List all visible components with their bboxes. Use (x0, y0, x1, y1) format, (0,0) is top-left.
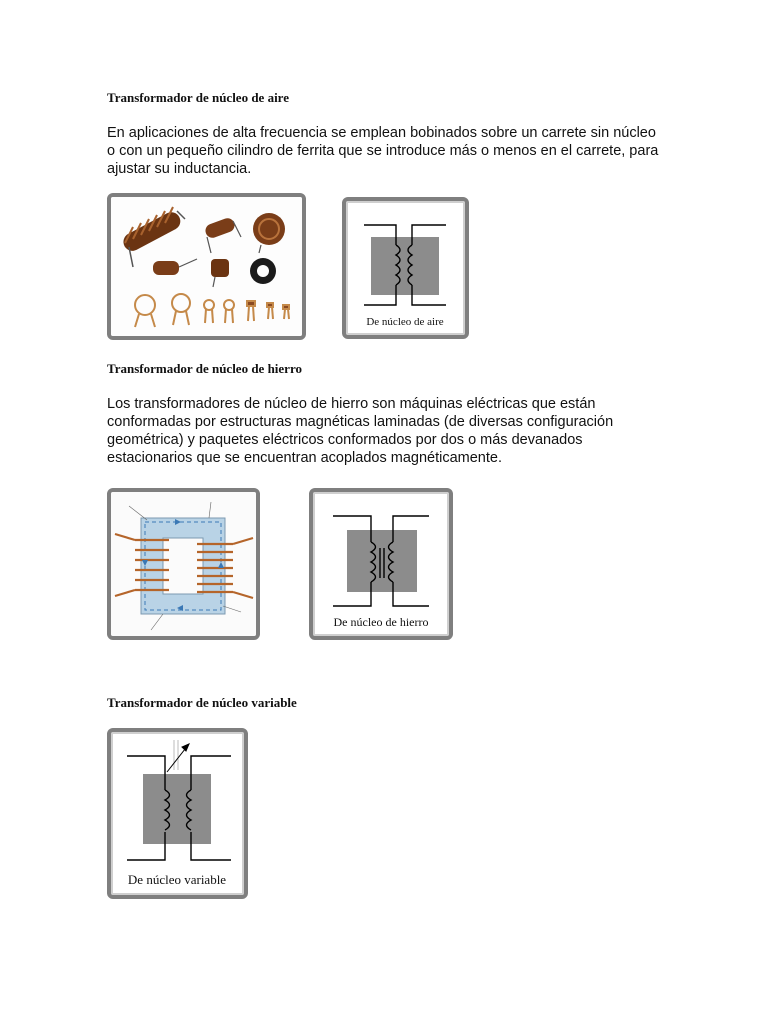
diagram-air-core (342, 197, 469, 339)
core-block (143, 774, 211, 844)
paragraph-air-core: En aplicaciones de alta frecuencia se emplean bobinados sobre un carrete sin núcleo o con un pequeño cilindro de ferrita que se introduce más o menos en el carrete, para ajustar su inductancia. (107, 125, 659, 177)
photo-air-core-coils (107, 193, 306, 340)
core-block (347, 530, 417, 592)
heading-variable-core: Transformador de núcleo variable (107, 695, 297, 710)
illustration-iron-core-transformer (107, 488, 260, 640)
toroid-ferrite-icon (250, 258, 276, 284)
diagram-iron-core (309, 488, 453, 640)
diagram-caption-variable: De núcleo variable (127, 872, 227, 887)
diagram-variable-core (107, 728, 248, 899)
adjustable-arrow-icon (167, 740, 189, 772)
diagram-caption-air: De núcleo de aire (366, 316, 444, 328)
diagram-caption-iron: De núcleo de hierro (333, 615, 429, 629)
heading-air-core: Transformador de núcleo de aire (107, 90, 289, 105)
laminated-core-icon (141, 518, 225, 614)
core-block (371, 237, 439, 295)
heading-iron-core: Transformador de núcleo de hierro (107, 361, 302, 376)
paragraph-iron-core: Los transformadores de núcleo de hierro son máquinas eléctricas que están conformadas por estructuras magnéticas laminadas (de diversas configuración geométrica) y paquetes eléctricos conformados por dos o más devanados estacionarios que se encuentran acoplados magnéticamente. (107, 396, 614, 466)
